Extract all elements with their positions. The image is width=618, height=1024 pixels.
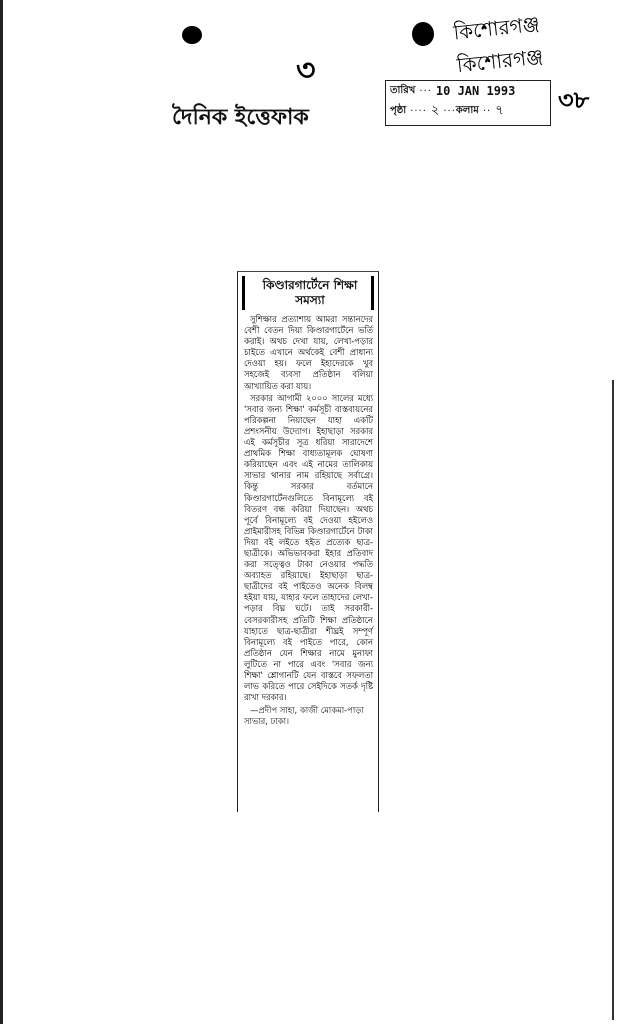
punch-hole-left [182, 26, 202, 44]
stamp-page-row [386, 101, 550, 121]
clipping-signature: —প্রদীপ সাহা, কাজী মোকমা-পাড়া সাভার, ঢাকা। [244, 705, 364, 727]
clipping-headline-line1: কিণ্ডারগার্টেনে শিক্ষা [262, 278, 358, 292]
stamp-page-value: ২ [430, 102, 440, 118]
stamp-dots: ·· [482, 105, 492, 117]
stamp-dots: ··· [419, 85, 432, 97]
scan-left-edge [0, 0, 3, 1024]
stamp-column-label: কলাম [455, 104, 479, 116]
clipping-paragraph: সরকার আগামী ২০০০ সালের মধ্যে 'সবার জন্য শিক্ষা' কর্মসূচী বাস্তবায়নের পরিকল্পনা নিয়াছেন যাহা একটি প্রশংসনীয় উদ্যোগ। ইহাছাড়া সরকার এই কর্মসূচীর সূত্র ধরিয়া সারাদেশে প্রাথমিক শিক্ষা বাধ্যতামূলক ঘোষণা করিয়াছেন এবং এই নামের তালিকায় সাভার থানার নাম রহিয়াছে সর্বাগ্রে। কিন্তু সরকার বর্তমানে কিণ্ডারগার্টেনগুলিতে বিনামূল্যে বই বিতরণ বন্ধ করিয়া দিয়াছেন। অথচ পূর্বে বিনামূল্যে বই দেওয়া হইলেও প্রাইমারীসহ বিভিন্ন কিণ্ডারগার্টেনে টাকা দিয়া বই লইতে হইত প্রত্যেক ছাত্র-ছাত্রীকে। অভিভাবকরা ইহার প্রতিবাদ করা সত্ত্বেও টাকা নেওয়ার পদ্ধতি অব্যাহত রহিয়াছে। ইহাছাড়া ছাত্র-ছাত্রীদের বই পাইতেও অনেক বিলম্ব হইয়া যায়, যাহার ফলে তাহাদের লেখা-পড়ার বিঘ্ন ঘটে। তাই সরকারী-বেসরকারীসহ প্রতিটি শিক্ষা প্রতিষ্ঠানে যাহাতে ছাত্র-ছাত্রীরা শীঘ্রই সম্পূর্ণ বিনামূল্যে বই পাইতে পারে, কোন প্রতিষ্ঠান যেন শিক্ষার নামে মুনাফা লুটিতে না পারে এবং 'সবার জন্য শিক্ষা' শ্লোগানটি যেন বাস্তবে সফলতা লাভ করিতে পারে সেইদিকে সতর্ক দৃষ্টি রাখা দরকার। [244, 392, 373, 703]
stamp-column-value: ৭ [495, 102, 504, 118]
clipping-headline-line2: সমস্যা [295, 293, 325, 307]
stamp-dots: ···· [410, 105, 427, 117]
stamp-date-value: 10 JAN 1993 [435, 84, 516, 98]
clipping-paragraph: সুশিক্ষার প্রত্যাশায় আমরা সন্তানদের বেশী বেতন দিয়া কিণ্ডারগার্টেনে ভর্তি করাই। অথচ দেখা যায়, লেখা-পড়ার চাইতে এখানে অর্থকেই বেশী প্রাধান্য দেওয়া হয়। ফলে ইহাদেরকে খুব সহজেই ব্যবসা প্রতিষ্ঠান বলিয়া আখ্যায়িত করা যায়। [244, 314, 373, 391]
punch-hole-right [412, 22, 434, 46]
stamp-dots: ··· [443, 105, 456, 117]
scan-right-edge [612, 380, 614, 1020]
date-stamp [385, 80, 551, 126]
clipping-body [238, 310, 378, 703]
clipping-headline [242, 276, 374, 310]
newspaper-name: দৈনিক ইত্তেফাক [172, 105, 309, 130]
handwritten-center-mark: ৩ [296, 53, 316, 88]
handwritten-note-top: কিশোরগঞ্জ কিশোরগঞ্জ [452, 11, 545, 78]
stamp-date-row [386, 81, 550, 101]
stamp-date-label: তারিখ [390, 84, 416, 96]
handwritten-page-number: ৩৮ [558, 86, 590, 114]
newspaper-clipping [237, 271, 379, 812]
stamp-page-label: পৃষ্ঠা [390, 104, 407, 116]
